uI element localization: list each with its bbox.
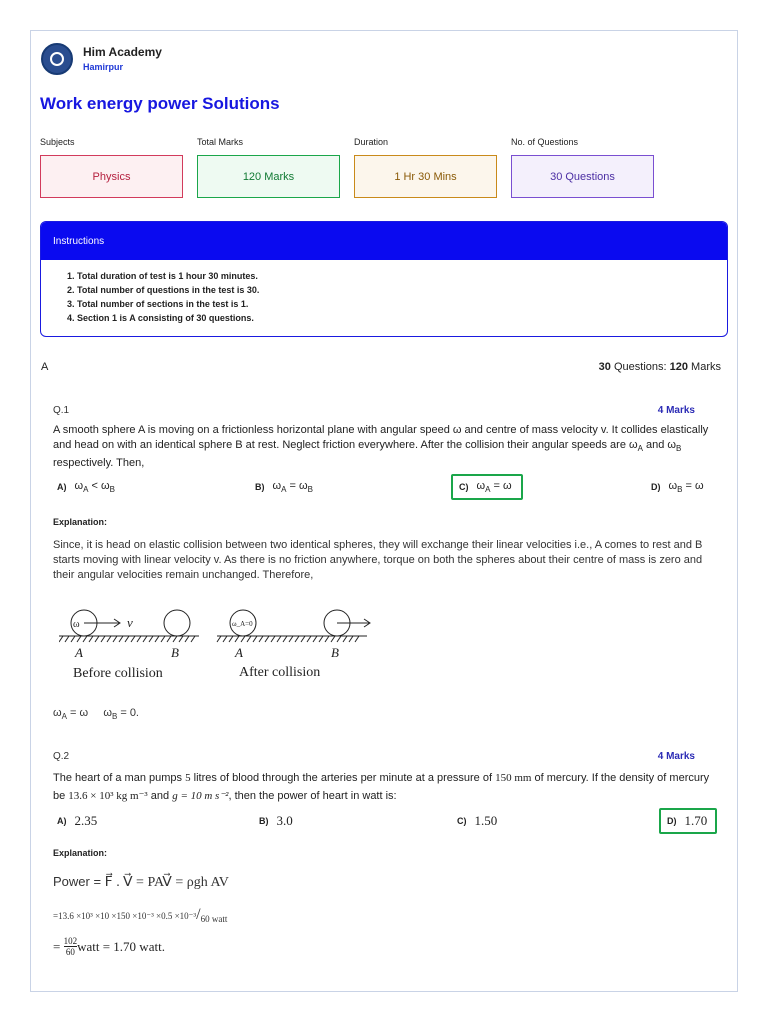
label-b-before: B xyxy=(171,645,179,660)
power-substitution: =13.6 ×10³ ×10 ×150 ×10⁻³ ×0.5 ×10⁻³/60 watt xyxy=(53,906,228,924)
question-number: Q.2 xyxy=(53,751,70,762)
explanation-heading: Explanation: xyxy=(53,517,108,527)
omega-a-zero-label: ω_A=0 xyxy=(232,620,253,628)
section-marks-word: Marks xyxy=(691,361,721,373)
explanation-text: Since, it is head on elastic collision between two identical spheres, they will exchange their linear velocities i.e., A comes to rest and B starts moving with linear velocity v. As there is no friction anywhere, torque on both the spheres about their centre of mass is zero and their angular velocities remain unchanged. Therefore, xyxy=(53,539,703,581)
solution-page xyxy=(30,30,738,992)
instruction-item: 3. Total number of sections in the test is 1. xyxy=(67,299,249,309)
ground-hatch-before xyxy=(59,636,195,642)
option-b[interactable]: B) 3.0 xyxy=(259,813,293,828)
instructions-heading: Instructions xyxy=(41,222,727,260)
question-number: Q.1 xyxy=(53,405,70,416)
instruction-item: 2. Total number of questions in the test is 30. xyxy=(67,285,260,295)
subject-badge: Physics xyxy=(40,155,183,198)
academy-name: Him Academy xyxy=(83,45,162,59)
questions-badge: 30 Questions xyxy=(511,155,654,198)
instruction-item: 1. Total duration of test is 1 hour 30 minutes. xyxy=(67,271,258,281)
meta-label-duration: Duration xyxy=(354,137,389,147)
option-d-correct[interactable]: D) 1.70 xyxy=(659,808,717,834)
meta-label-total-marks: Total Marks xyxy=(197,137,244,147)
label-a-after: A xyxy=(235,645,243,660)
option-a[interactable]: A) 2.35 xyxy=(57,813,98,828)
power-equation: Power = F⃗ . V⃗ = PAV⃗ = ρgh AV xyxy=(53,874,229,890)
academy-city: Hamirpur xyxy=(83,62,124,72)
instructions-panel xyxy=(40,221,728,337)
page-title: Work energy power Solutions xyxy=(40,94,280,113)
question-text: The heart of a man pumps 5 litres of blood through the arteries per minute at a pressure of 150 mm of mercury. If the density of mercury be 13.6 × 10³ kg m⁻³ and g = 10 m s⁻², then the power of heart in watt is: xyxy=(53,772,710,802)
instructions-list xyxy=(41,260,727,325)
question-text: A smooth sphere A is moving on a frictionless horizontal plane with angular speed ω and centre of mass velocity v. It collides elastically and head on with an identical sphere B at rest. Neglect friction everywhere. After the collision their angular speeds are $\omega_A$ and $\omega_B$ respectively. Then, xyxy=(53,424,709,470)
after-collision-label: After collision xyxy=(239,665,321,680)
section-question-count: 30 xyxy=(598,361,611,373)
total-marks-badge: 120 Marks xyxy=(197,155,340,198)
section-marks-count: 120 xyxy=(669,361,688,373)
section-question-word: Questions: xyxy=(613,361,667,373)
option-a[interactable]: A) $\omega_A < \omega_B$ xyxy=(57,479,115,495)
power-result: = $\frac{102}{60}$ watt = 1.70 watt. xyxy=(53,936,165,957)
sphere-b-before xyxy=(164,610,190,636)
option-b[interactable]: B) $\omega_A = \omega_B$ xyxy=(255,479,313,495)
label-b-after: B xyxy=(331,645,339,660)
section-name: A xyxy=(41,361,49,373)
omega-label: ω xyxy=(73,619,80,630)
explanation-heading: Explanation: xyxy=(53,848,108,858)
meta-label-subjects: Subjects xyxy=(40,137,75,147)
meta-label-questions: No. of Questions xyxy=(511,137,579,147)
duration-badge: 1 Hr 30 Mins xyxy=(354,155,497,198)
question-marks: 4 Marks xyxy=(657,751,695,762)
before-collision-label: Before collision xyxy=(73,666,163,681)
v-label: v xyxy=(127,615,133,630)
instruction-item: 4. Section 1 is A consisting of 30 questions. xyxy=(67,313,254,323)
ground-hatch-after xyxy=(217,636,359,642)
explanation-result: $\omega_A = \omega$ $\omega_B = 0$. xyxy=(53,707,139,722)
label-a-before: A xyxy=(75,645,83,660)
collision-figure xyxy=(59,601,389,683)
academy-logo xyxy=(41,43,73,75)
section-summary xyxy=(599,361,721,373)
question-marks: 4 Marks xyxy=(657,405,695,416)
option-c[interactable]: C) 1.50 xyxy=(457,813,498,828)
option-c-correct[interactable]: C) $\omega_A = \omega$ xyxy=(451,474,523,500)
option-d[interactable]: D) $\omega_B = \omega$ xyxy=(651,479,704,495)
